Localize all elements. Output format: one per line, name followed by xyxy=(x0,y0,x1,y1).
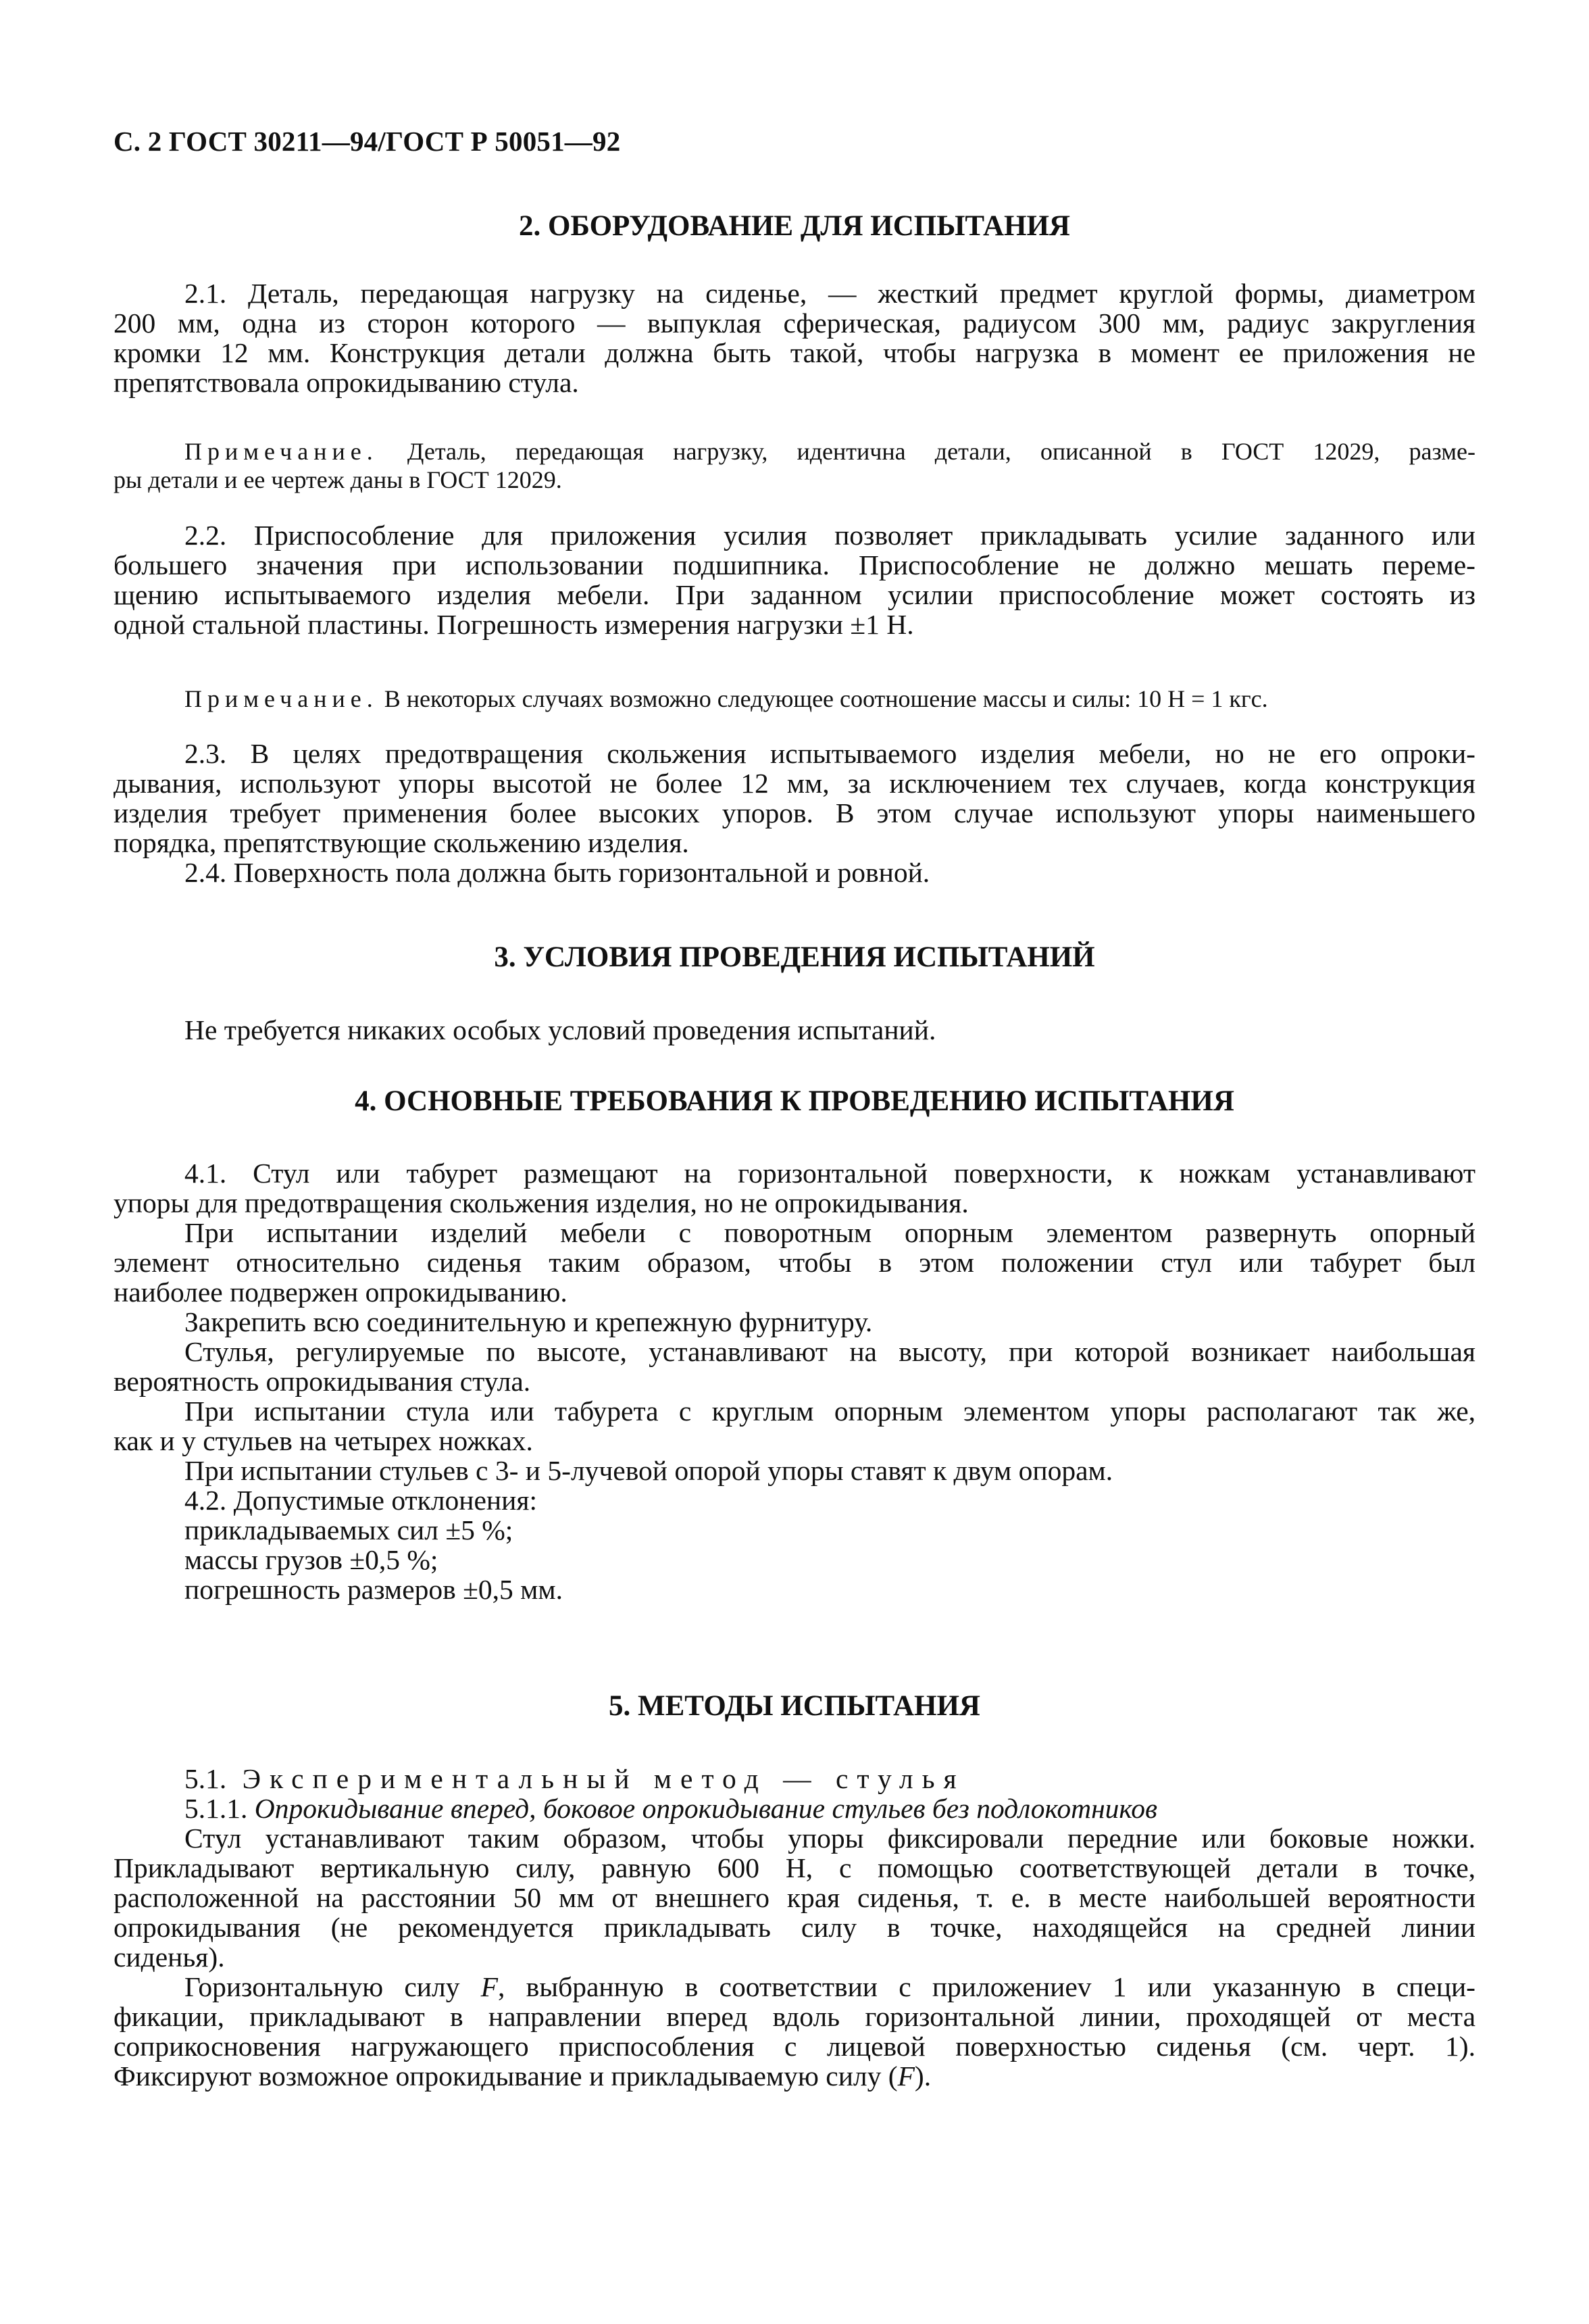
paragraph-line: При испытании изделий мебели с поворотным опорным элементом развернуть опорный xyxy=(184,1217,1476,1248)
paragraph-line: большего значения при использовании подшипника. Приспособление не должно мешать переме- xyxy=(114,549,1476,580)
paragraph-line: опрокидывания (не рекомендуется прикладывать силу в точке, находящейся на средней линии xyxy=(114,1912,1476,1943)
section-3-title: 3. УСЛОВИЯ ПРОВЕДЕНИЯ ИСПЫТАНИЙ xyxy=(494,941,1095,973)
text-run: ). xyxy=(914,2060,932,2092)
paragraph-line: соприкосновения нагружающего приспособления с лицевой поверхностью сиденья (см. черт. 1). xyxy=(114,2031,1476,2062)
paragraph-line: щению испытываемого изделия мебели. При заданном усилии приспособление может состоять из xyxy=(114,579,1476,610)
section-4-title: 4. ОСНОВНЫЕ ТРЕБОВАНИЯ К ПРОВЕДЕНИЮ ИСПЫТАНИЯ xyxy=(355,1085,1234,1117)
note-label: Примечание. xyxy=(184,438,378,465)
note-label: Примечание. xyxy=(184,685,378,712)
paragraph-line: кромки 12 мм. Конструкция детали должна быть такой, чтобы нагрузка в момент ее приложения не xyxy=(114,337,1476,368)
paragraph-line: фикации, прикладывают в направлении вперед вдоль горизонтальной линии, проходящей от места xyxy=(114,2001,1476,2032)
paragraph-line: изделия требует применения более высоких упоров. В этом случае используют упоры наименьшего xyxy=(114,797,1476,829)
paragraph-4-2: 4.2. Допустимые отклонения: xyxy=(184,1485,537,1516)
paragraph-line: элемент относительно сиденья таким образом, чтобы в этом положении стул или табурет был xyxy=(114,1247,1476,1278)
paragraph-line: порядка, препятствующие скольжению изделия. xyxy=(114,827,689,858)
paragraph-2-2 xyxy=(114,520,1476,639)
clause-number: 5.1.1. xyxy=(184,1793,248,1824)
note-line xyxy=(114,685,1476,713)
paragraph-line: наиболее подвержен опрокидыванию. xyxy=(114,1277,568,1308)
paragraph-2-1 xyxy=(114,278,1476,397)
paragraph-2-4: 2.4. Поверхность пола должна быть горизонтальной и ровной. xyxy=(184,857,930,888)
paragraph-line xyxy=(114,1972,1476,2002)
paragraph-line: одной стальной пластины. Погрешность измерения нагрузки ±1 Н. xyxy=(114,609,914,640)
section-4-body xyxy=(114,1158,1476,1604)
clause-number: 5.1. xyxy=(184,1763,227,1794)
paragraph-line: 2.2. Приспособление для приложения усилия позволяет прикладывать усилие заданного или xyxy=(184,520,1476,551)
paragraph-line: 2.3. В целях предотвращения скольжения испытываемого изделия мебели, но не его опроки- xyxy=(184,738,1476,769)
paragraph-line: Закрепить всю соединительную и крепежную фурнитуру. xyxy=(184,1306,873,1337)
page-header: С. 2 ГОСТ 30211—94/ГОСТ Р 50051—92 xyxy=(114,126,621,157)
paragraph-line: Не требуется никаких особых условий проведения испытаний. xyxy=(184,1014,936,1045)
text-run: Горизонтальную силу xyxy=(184,1971,481,2002)
note-2 xyxy=(114,685,1476,713)
section-5-body xyxy=(114,1764,1476,2091)
paragraph-line: препятствовала опрокидыванию стула. xyxy=(114,367,579,398)
paragraph-line: как и у стульев на четырех ножках. xyxy=(114,1425,533,1456)
paragraph-line: вероятность опрокидывания стула. xyxy=(114,1366,531,1397)
note-text: В некоторых случаях возможно следующее соотношение массы и силы: 10 Н = 1 кгс. xyxy=(378,685,1268,712)
tolerance-item: погрешность размеров ±0,5 мм. xyxy=(184,1574,563,1605)
paragraph-5-1 xyxy=(114,1764,1476,1794)
paragraph-line: сиденья). xyxy=(114,1942,225,1973)
text-run: Фиксируют возможное опрокидывание и прикладываемую силу ( xyxy=(114,2060,898,2092)
paragraph-line: Прикладывают вертикальную силу, равную 600 Н, с помощью соответствующей детали в точке, xyxy=(114,1852,1476,1883)
paragraph-line: упоры для предотвращения скольжения изделия, но не опрокидывания. xyxy=(114,1187,969,1218)
section-5-title: 5. МЕТОДЫ ИСПЫТАНИЯ xyxy=(609,1690,980,1722)
variable-f: F xyxy=(480,1971,499,2002)
tolerance-item: прикладываемых сил ±5 %; xyxy=(184,1514,513,1546)
paragraph-5-1-1 xyxy=(114,1794,1476,1823)
paragraph-line: 4.1. Стул или табурет размещают на горизонтальной поверхности, к ножкам устанавливают xyxy=(184,1158,1476,1189)
section-3-text xyxy=(114,1015,1476,1045)
paragraph-line: 200 мм, одна из сторон которого — выпуклая сферическая, радиусом 300 мм, радиус закругления xyxy=(114,307,1476,339)
paragraph-line: дывания, используют упоры высотой не более 12 мм, за исключением тех случаев, когда конструкция xyxy=(114,768,1476,799)
note-text: Деталь, передающая нагрузку, идентична детали, описанной в ГОСТ 12029, разме- xyxy=(378,438,1476,465)
note-1 xyxy=(114,437,1476,494)
clause-title: Опрокидывание вперед, боковое опрокидывание стульев без подлокотников xyxy=(247,1793,1157,1824)
paragraph-line: При испытании стульев с 3- и 5-лучевой опорой упоры ставят к двум опорам. xyxy=(184,1455,1113,1486)
paragraph-line: При испытании стула или табурета с круглым опорным элементом упоры располагают так же, xyxy=(184,1395,1476,1427)
text-run: , выбранную в соответствии с приложениеv 1 или указанную в специ- xyxy=(498,1971,1476,2002)
paragraph-line: расположенной на расстоянии 50 мм от внешнего края сиденья, т. е. в месте наибольшей вероятности xyxy=(114,1882,1476,1913)
paragraph-line: Стул устанавливают таким образом, чтобы упоры фиксировали передние или боковые ножки. xyxy=(184,1823,1476,1854)
note-line: ры детали и ее чертеж даны в ГОСТ 12029. xyxy=(114,466,562,493)
paragraph-line xyxy=(114,2061,1476,2091)
paragraph-line: 2.1. Деталь, передающая нагрузку на сиденье, — жесткий предмет круглой формы, диаметром xyxy=(184,278,1476,309)
note-line xyxy=(114,437,1476,466)
clause-title: Экспериментальный метод — стулья xyxy=(226,1763,965,1794)
paragraph-2-3 xyxy=(114,739,1476,887)
paragraph-line: Стулья, регулируемые по высоте, устанавливают на высоту, при которой возникает наибольшая xyxy=(184,1336,1476,1367)
variable-f: F xyxy=(897,2060,915,2092)
section-2-title: 2. ОБОРУДОВАНИЕ ДЛЯ ИСПЫТАНИЯ xyxy=(519,210,1070,242)
tolerance-item: массы грузов ±0,5 %; xyxy=(184,1544,438,1575)
